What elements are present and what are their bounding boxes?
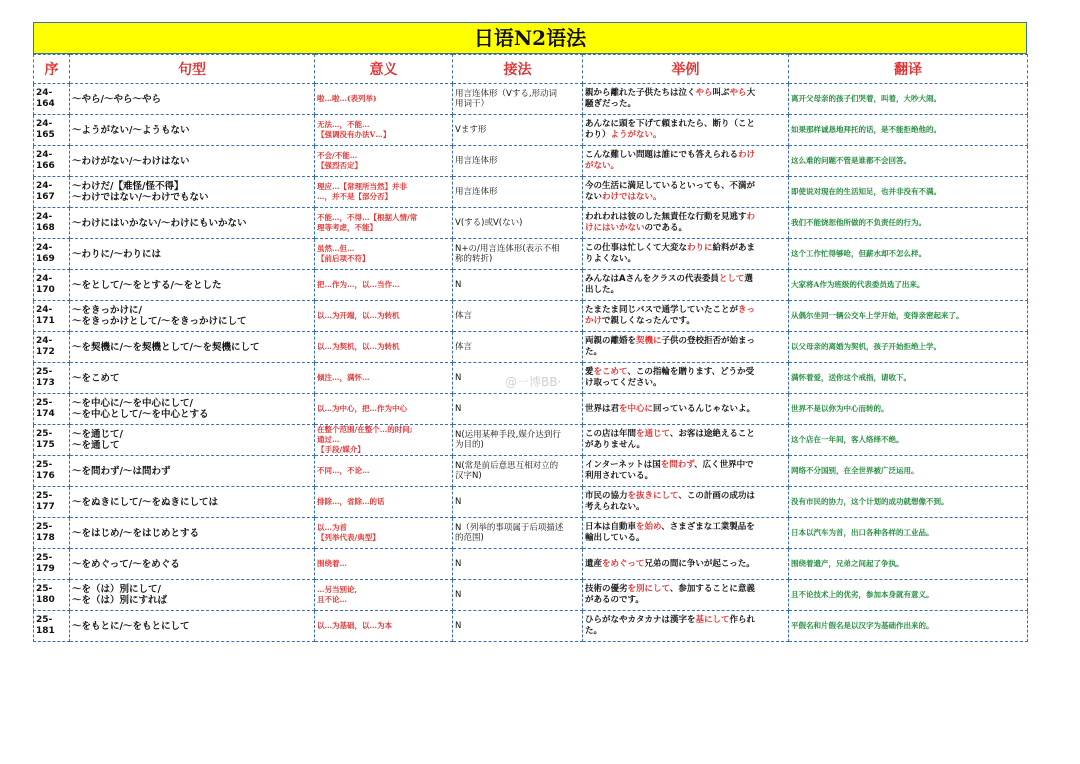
pattern-line: ～を通じて/	[72, 429, 123, 440]
meaning-line: 【强烈否定】	[317, 161, 362, 170]
example-text: 世界は君	[585, 403, 620, 414]
example-text: 大	[746, 88, 756, 98]
row-conjugation	[453, 518, 583, 549]
example-text: 出した。	[585, 285, 620, 295]
example-highlight: わけではない。	[602, 192, 662, 202]
meaning-line: 理应…【常理所当然】并非	[317, 182, 407, 191]
example-text: あんなに頭を下げて頼まれたら、断り（こと	[585, 119, 756, 129]
example-text: 回っているんじゃないよ。	[653, 403, 756, 414]
conjugation-line: N	[455, 590, 462, 600]
example-highlight: を通じて	[636, 429, 670, 439]
row-translation: 没有市民的协力，这个计划的成功就想像不到。	[789, 487, 1028, 518]
pattern-line: ～をきっかけとして/～をきっかけにして	[72, 316, 247, 327]
row-pattern	[70, 208, 315, 239]
row-translation: 离开父母亲的孩子们哭着，叫着，大吵大闹。	[789, 84, 1028, 115]
pattern-line: ～をもとに/～をもとにして	[72, 620, 190, 632]
pattern-line: ～を中心に/～を中心にして/	[72, 398, 193, 409]
pattern-line: ～をはじめ/～をはじめとする	[72, 527, 199, 539]
example-highlight: 基にして	[695, 615, 730, 625]
row-example	[583, 549, 789, 580]
row-index: 25-176	[34, 456, 70, 487]
table-row	[34, 332, 1028, 363]
example-text: た。	[585, 347, 603, 357]
example-highlight: として	[718, 274, 745, 284]
example-highlight: やら	[695, 88, 713, 98]
table-row	[34, 177, 1028, 208]
row-example	[583, 456, 789, 487]
header-meaning: 意义	[315, 55, 453, 84]
table-row	[34, 115, 1028, 146]
table-row	[34, 394, 1028, 425]
conjugation-line: 称的转折)	[455, 254, 493, 264]
conjugation-line: V(する)或V(ない)	[455, 218, 523, 228]
row-pattern	[70, 487, 315, 518]
example-text: で親しくなったんです。	[602, 316, 695, 326]
row-meaning	[315, 239, 453, 270]
pattern-line: ～を（は）別にして/	[72, 584, 161, 595]
table-row	[34, 580, 1028, 611]
row-pattern	[70, 146, 315, 177]
pattern-line: ～を通して	[72, 440, 120, 451]
pattern-line: ～やら/～やら～やら	[72, 93, 161, 105]
row-meaning	[315, 394, 453, 425]
row-translation: 这个店在一年间，客人络绎不绝。	[789, 425, 1028, 456]
example-text: 、この指輪を贈ります、どうか受	[627, 367, 755, 377]
row-example	[583, 301, 789, 332]
row-example	[583, 611, 789, 642]
pattern-line: ～をめぐって/～をめぐる	[72, 558, 180, 570]
example-text: ひらがなやカタカナは漢字を	[585, 615, 696, 625]
conjugation-line: 用言连体形	[455, 156, 498, 166]
row-pattern	[70, 270, 315, 301]
row-conjugation	[453, 549, 583, 580]
example-highlight: やら	[729, 88, 747, 98]
example-text: 遺産	[585, 558, 603, 569]
row-index: 24-172	[34, 332, 70, 363]
example-text: たまたま同じバスで通学していたことが	[585, 305, 739, 315]
meaning-line: 啦…啦…(表列举)	[317, 94, 377, 103]
row-index: 24-171	[34, 301, 70, 332]
row-pattern	[70, 518, 315, 549]
conjugation-line: Vます形	[455, 125, 487, 135]
row-example	[583, 177, 789, 208]
conjugation-line: N	[455, 559, 462, 569]
meaning-line: …，并不是【部分否】	[317, 192, 392, 201]
example-text: 、この計画の成功は	[678, 491, 755, 501]
table-row	[34, 611, 1028, 642]
example-highlight: 契機に	[636, 336, 662, 346]
table-row	[34, 146, 1028, 177]
pattern-line: ～わけではない/～わけでもない	[72, 192, 209, 203]
row-index: 25-173	[34, 363, 70, 394]
row-pattern	[70, 239, 315, 270]
row-conjugation	[453, 332, 583, 363]
row-pattern	[70, 332, 315, 363]
conjugation-line: N	[455, 373, 462, 383]
row-meaning	[315, 270, 453, 301]
example-text: があるのです。	[585, 595, 644, 605]
example-text: 今の生活に満足しているといっても、不満が	[585, 181, 756, 191]
example-text: 利用されている。	[585, 471, 654, 481]
row-meaning	[315, 549, 453, 580]
row-translation: 即使说对现在的生活知足，也并非没有不满。	[789, 177, 1028, 208]
table-row	[34, 518, 1028, 549]
conjugation-line: 体言	[455, 342, 473, 352]
conjugation-line: 用词干）	[455, 99, 490, 109]
row-index: 25-179	[34, 549, 70, 580]
row-conjugation	[453, 487, 583, 518]
row-conjugation	[453, 239, 583, 270]
row-example	[583, 239, 789, 270]
example-highlight: ようがない。	[610, 130, 662, 140]
conjugation-line: 的范围)	[455, 533, 484, 543]
example-highlight: けにはいかない	[585, 223, 645, 233]
example-text: みんなはAさんをクラスの代表委員	[585, 274, 719, 284]
row-pattern	[70, 611, 315, 642]
row-translation: 平假名和片假名是以汉字为基础作出来的。	[789, 611, 1028, 642]
row-index: 25-178	[34, 518, 70, 549]
header-index: 序	[34, 55, 70, 84]
table-row	[34, 549, 1028, 580]
row-pattern	[70, 84, 315, 115]
example-highlight: わけ	[738, 150, 756, 160]
row-meaning	[315, 177, 453, 208]
conjugation-line: N（列举的事项属于后项描述	[455, 523, 564, 533]
table-row	[34, 208, 1028, 239]
meaning-line: 无法…，不能…	[317, 120, 370, 129]
row-pattern	[70, 580, 315, 611]
row-pattern	[70, 301, 315, 332]
row-conjugation	[453, 177, 583, 208]
row-meaning	[315, 363, 453, 394]
conjugation-line: N(运用某种手段,媒介达到行	[455, 430, 561, 440]
meaning-line: 理等考虑，不能】	[317, 223, 377, 232]
example-text: がありません。	[585, 440, 646, 450]
row-index: 24-167	[34, 177, 70, 208]
conjugation-line: 用言连体形	[455, 187, 498, 197]
meaning-line: 不同…，不论…	[317, 466, 370, 475]
table-body	[34, 84, 1028, 642]
example-text: 技術の優劣	[585, 584, 628, 594]
row-pattern	[70, 456, 315, 487]
row-meaning	[315, 456, 453, 487]
example-highlight: をめぐって	[602, 558, 645, 569]
pattern-line: ～を中心として/～を中心とする	[72, 409, 209, 420]
example-text: た。	[585, 626, 603, 636]
row-translation: 满怀着爱，送你这个戒指，请收下。	[789, 363, 1028, 394]
row-pattern	[70, 177, 315, 208]
row-pattern	[70, 115, 315, 146]
row-example	[583, 580, 789, 611]
row-translation: 大家将A作为班级的代表委员选了出来。	[789, 270, 1028, 301]
row-translation: 从偶尔坐同一辆公交车上学开始，变得亲密起来了。	[789, 301, 1028, 332]
example-text: 叫ぶ	[712, 88, 730, 98]
example-highlight: わ	[746, 212, 756, 222]
meaning-line: 且不论…	[317, 595, 347, 604]
example-text: 選	[744, 274, 753, 284]
pattern-line: ～を（は）別にすれば	[72, 595, 168, 606]
meaning-line: 以…为首	[317, 523, 347, 532]
row-conjugation	[453, 394, 583, 425]
table-row	[34, 270, 1028, 301]
row-example	[583, 84, 789, 115]
row-translation: 这么难的问题不管是谁都不会回答。	[789, 146, 1028, 177]
pattern-line: ～ようがない/～ようもない	[72, 124, 190, 136]
example-text: 両親の離婚を	[585, 336, 637, 346]
example-text: 子供の登校拒否が始まっ	[661, 336, 756, 346]
conjugation-line: 为目的)	[455, 440, 484, 450]
table-row	[34, 456, 1028, 487]
pattern-line: ～わけだ/【难怪/怪不得】	[72, 181, 184, 192]
row-example	[583, 332, 789, 363]
example-text: 愛	[585, 367, 594, 377]
meaning-line: 排除…，省除…的话	[317, 497, 385, 506]
example-text: のである。	[644, 223, 688, 233]
example-highlight: わりに	[687, 243, 713, 253]
header-translation: 翻译	[789, 55, 1028, 84]
grammar-table	[33, 54, 1028, 642]
example-text: 考えられない。	[585, 502, 645, 512]
pattern-line: ～を問わず/～は問わず	[72, 465, 171, 477]
example-text: この仕事は忙しくて大変な	[585, 243, 688, 253]
row-conjugation	[453, 425, 583, 456]
row-translation: 且不论技术上的优劣，参加本身就有意义。	[789, 580, 1028, 611]
row-example	[583, 425, 789, 456]
row-index: 25-174	[34, 394, 70, 425]
row-example	[583, 270, 789, 301]
table-row	[34, 239, 1028, 270]
row-conjugation	[453, 611, 583, 642]
row-index: 24-166	[34, 146, 70, 177]
header-conjugation: 接法	[453, 55, 583, 84]
example-text: 兄弟の間に争いが起こった。	[644, 558, 755, 569]
meaning-line: 通过…	[317, 435, 340, 444]
meaning-line: 以…为基础，以…为本	[317, 621, 392, 630]
row-index: 25-175	[34, 425, 70, 456]
row-conjugation	[453, 84, 583, 115]
pattern-line: ～わけがない/～わけはない	[72, 155, 190, 167]
conjugation-line: N	[455, 497, 462, 507]
row-pattern	[70, 425, 315, 456]
meaning-line: 以…为开端，以…为转机	[317, 311, 400, 320]
example-highlight: を始め	[636, 522, 662, 532]
row-conjugation	[453, 146, 583, 177]
row-meaning	[315, 84, 453, 115]
header-row	[34, 55, 1028, 84]
pattern-line: ～をこめて	[72, 372, 120, 384]
row-pattern	[70, 363, 315, 394]
conjugation-line: N+の/用言连体形(表示不相	[455, 244, 560, 254]
conjugation-line: N(常是前后意思互相对立的	[455, 461, 559, 471]
row-example	[583, 487, 789, 518]
example-text: 輸出している。	[585, 533, 645, 543]
example-text: 、お客は途絶えること	[669, 429, 755, 439]
row-example	[583, 115, 789, 146]
pattern-line: ～をぬきにして/～をぬきにしては	[72, 496, 218, 508]
row-translation: 世界不是以你为中心而转的。	[789, 394, 1028, 425]
meaning-line: 【强调没有办法V…】	[317, 130, 391, 139]
row-index: 24-170	[34, 270, 70, 301]
watermark: @一博BB·	[505, 375, 562, 389]
meaning-line: 以…为中心，把…作为中心	[317, 404, 407, 413]
meaning-line: 【列举代表/典型】	[317, 533, 380, 542]
row-translation: 以父母亲的离婚为契机，孩子开始拒绝上学。	[789, 332, 1028, 363]
row-example	[583, 518, 789, 549]
row-translation: 日本以汽车为首，出口各种各样的工业品。	[789, 518, 1028, 549]
row-translation: 我们不能饶恕他所做的不负责任的行为。	[789, 208, 1028, 239]
example-text: この店は年間	[585, 429, 637, 439]
row-index: 24-164	[34, 84, 70, 115]
example-text: 給料があま	[712, 243, 756, 253]
row-pattern	[70, 549, 315, 580]
meaning-line: 倾注…，满怀…	[317, 373, 370, 382]
row-example	[583, 363, 789, 394]
conjugation-line: 用言连体形（Vする,形动词	[455, 89, 558, 99]
example-text: 作られ	[729, 615, 756, 625]
row-conjugation	[453, 208, 583, 239]
conjugation-line: N	[455, 280, 462, 290]
pattern-line: ～をきっかけに/	[72, 305, 142, 316]
example-highlight: きっ	[738, 305, 756, 315]
meaning-line: 不会/不能…	[317, 151, 358, 160]
pattern-line: ～わけにはいかない/～わけにもいかない	[72, 217, 247, 229]
example-text: りよくない。	[585, 254, 637, 264]
example-text: 日本は自動車	[585, 522, 637, 532]
row-translation: 网络不分国别，在全世界被广泛运用。	[789, 456, 1028, 487]
row-example	[583, 208, 789, 239]
row-example	[583, 146, 789, 177]
sheet-title: 日语N2语法	[33, 22, 1027, 54]
row-translation: 如果那样诚恳地拜托的话，是不能拒绝他的。	[789, 115, 1028, 146]
meaning-line: 在整个范围/在整个…的时间;	[317, 425, 413, 434]
row-conjugation	[453, 580, 583, 611]
row-meaning	[315, 487, 453, 518]
row-conjugation	[453, 115, 583, 146]
row-meaning	[315, 425, 453, 456]
example-text: 親から離れた子供たちは泣く	[585, 88, 696, 98]
pattern-line: ～を契機に/～を契機として/～を契機にして	[72, 341, 260, 353]
example-text: ない	[585, 192, 603, 202]
row-index: 25-180	[34, 580, 70, 611]
conjugation-line: 汉字N)	[455, 471, 482, 481]
example-highlight: を別にして	[627, 584, 670, 594]
meaning-line: 【前后项不符】	[317, 254, 370, 263]
row-index: 25-177	[34, 487, 70, 518]
example-text: こんな難しい問題は誰にでも答えられる	[585, 150, 739, 160]
row-meaning	[315, 301, 453, 332]
row-index: 25-181	[34, 611, 70, 642]
example-text: われわれは彼のした無責任な行動を見逃す	[585, 212, 747, 222]
row-conjugation	[453, 270, 583, 301]
example-text: インターネットは国	[585, 460, 661, 470]
pattern-line: ～わりに/～わりには	[72, 248, 161, 260]
row-translation: 这个工作忙得够呛，但薪水却不怎么样。	[789, 239, 1028, 270]
meaning-line: 【手段/媒介】	[317, 445, 365, 454]
row-index: 24-169	[34, 239, 70, 270]
example-text: 騒ぎだった。	[585, 99, 637, 109]
grammar-sheet	[33, 22, 1027, 642]
example-highlight: をこめて	[593, 367, 628, 377]
row-conjugation	[453, 456, 583, 487]
meaning-line: …另当别论,	[317, 585, 358, 594]
row-conjugation	[453, 301, 583, 332]
example-highlight: がない。	[585, 161, 620, 171]
example-text: け取ってください。	[585, 378, 662, 388]
table-row	[34, 487, 1028, 518]
table-row	[34, 84, 1028, 115]
pattern-line: ～をとして/～をとする/～をとした	[72, 279, 222, 291]
row-meaning	[315, 611, 453, 642]
row-meaning	[315, 580, 453, 611]
table-row	[34, 301, 1028, 332]
row-translation: 围绕着遗产，兄弟之间起了争执。	[789, 549, 1028, 580]
meaning-line: 不能…，不得…【根据人情/常	[317, 213, 418, 222]
conjugation-line: 体言	[455, 311, 473, 321]
example-text: 、広く世界中で	[694, 460, 754, 470]
example-highlight: かけ	[585, 316, 603, 326]
row-meaning	[315, 332, 453, 363]
row-meaning	[315, 115, 453, 146]
example-text: わり）	[585, 130, 611, 140]
meaning-line: 虽然…但…	[317, 244, 355, 253]
example-text: 市民の協力	[585, 491, 628, 501]
conjugation-line: N	[455, 404, 462, 414]
row-pattern	[70, 394, 315, 425]
example-highlight: を抜きにして	[627, 491, 679, 501]
example-highlight: を中心に	[619, 403, 654, 414]
meaning-line: 把…作为…，以…当作…	[317, 280, 400, 289]
header-example: 举例	[583, 55, 789, 84]
row-meaning	[315, 146, 453, 177]
table-row	[34, 425, 1028, 456]
conjugation-line: N	[455, 621, 462, 631]
example-highlight: を問わず	[660, 460, 695, 470]
meaning-line: 围绕着…	[317, 559, 347, 568]
row-example	[583, 394, 789, 425]
header-pattern: 句型	[70, 55, 315, 84]
example-text: 、参加することに意義	[669, 584, 755, 594]
row-index: 24-165	[34, 115, 70, 146]
row-index: 24-168	[34, 208, 70, 239]
row-meaning	[315, 208, 453, 239]
example-text: 、さまざまな工業製品を	[661, 522, 755, 532]
meaning-line: 以…为契机，以…为转机	[317, 342, 400, 351]
row-meaning	[315, 518, 453, 549]
